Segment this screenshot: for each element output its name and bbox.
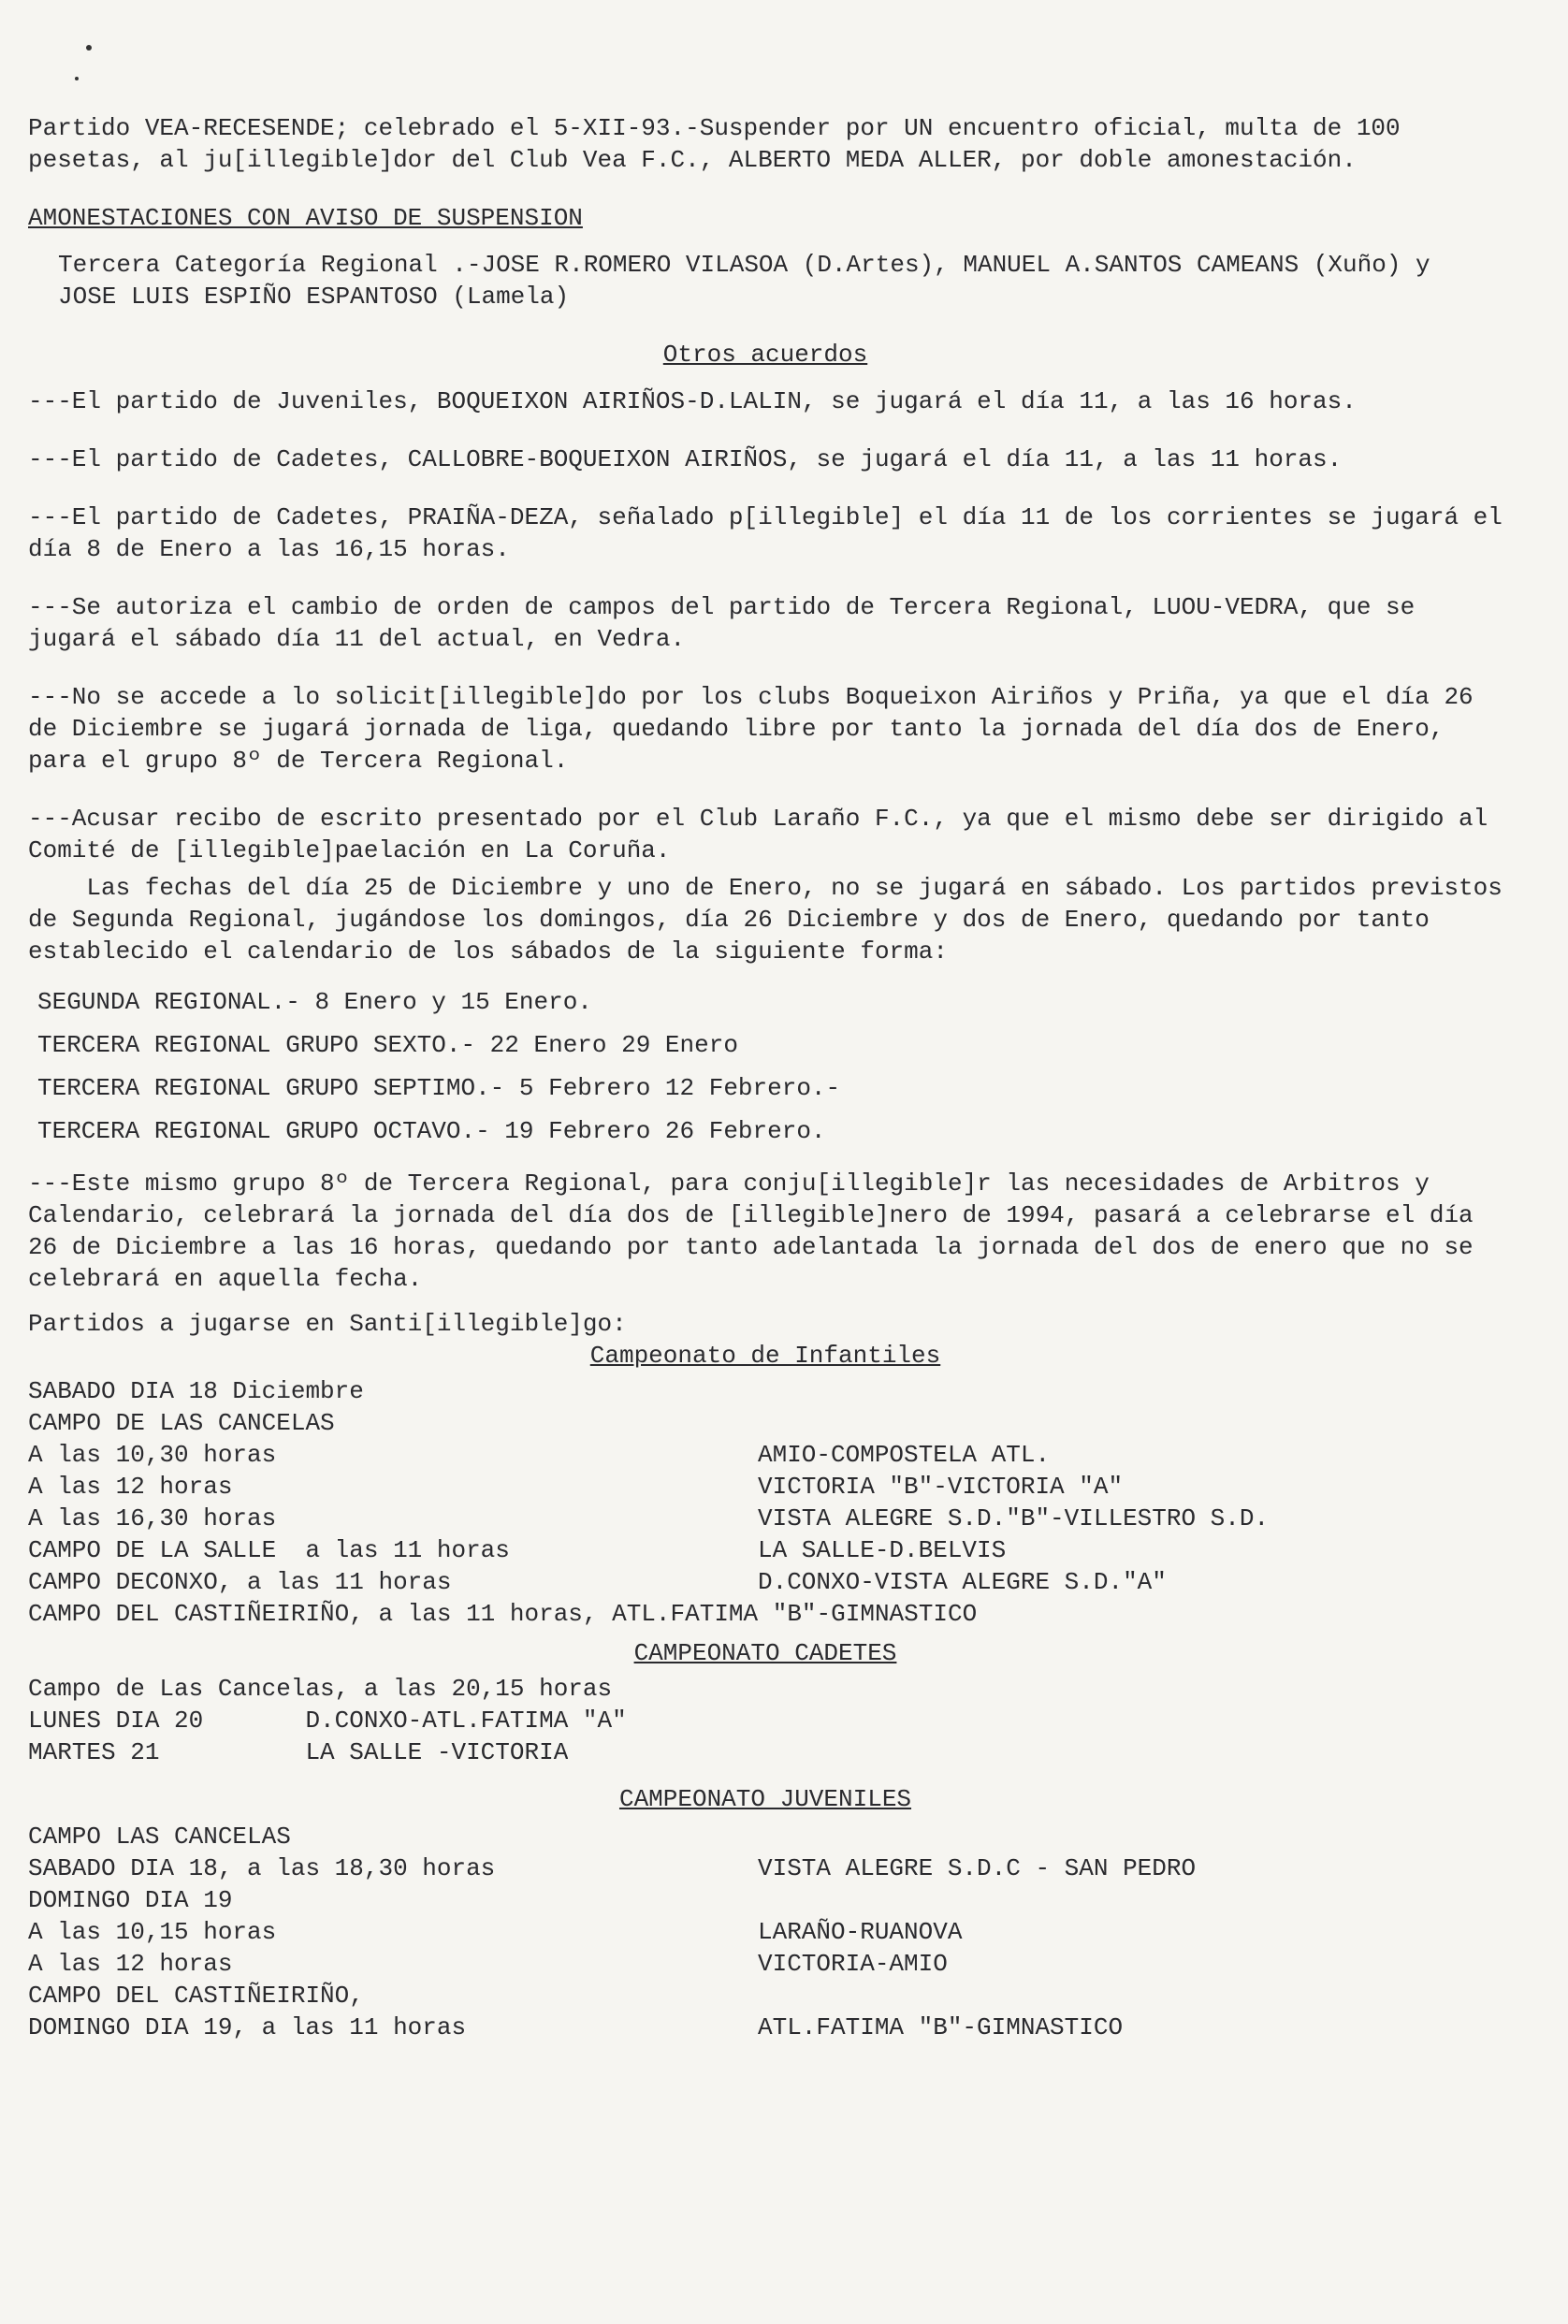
cell-left: A las 12 horas [28,1473,233,1501]
table-row [28,1375,1503,1407]
table-row [28,1821,1503,1852]
cell-left: A las 16,30 horas [28,1504,277,1532]
heading-cadetes: CAMPEONATO CADETES [633,1639,897,1667]
cell-right [758,1375,1503,1407]
table-row [28,1471,1503,1503]
paragraph-partidos-santiago: Partidos a jugarse en Santi[illegible]go: [28,1310,627,1338]
paragraph-fechas: Las fechas del día 25 de Diciembre y uno de Enero, no se jugará en sábado. Los partidos previstos de Segunda Regional, jugándose los domingos, día 26 Diciembre y dos de Enero, quedando por tanto establecido el calendario de los sábados de la siguiente forma: [28,874,1517,966]
cell-right [977,1598,1503,1630]
cell-left: CAMPO LAS CANCELAS [28,1823,291,1851]
table-row [28,1439,1503,1471]
heading-juveniles: CAMPEONATO JUVENILES [618,1785,912,1813]
cell-right [758,1884,1503,1916]
table-row [28,1948,1503,1980]
cell-left: DOMINGO DIA 19 [28,1886,233,1914]
paragraph-acuerdo-2: ---El partido de Cadetes, CALLOBRE-BOQUEIXON AIRIÑOS, se jugará el día 11, a las 11 horas. [28,445,1343,473]
punch-mark [75,77,79,80]
table-row [28,1673,1503,1705]
table-row [28,1852,1503,1884]
paragraph-acuerdo-3: ---El partido de Cadetes, PRAIÑA-DEZA, señalado p[illegible] el día 11 de los corrientes se jugará el día 8 de Enero a las 16,15 horas. [28,503,1517,563]
cell-left: SABADO DIA 18, a las 18,30 horas [28,1854,496,1882]
cell-left: CAMPO DE LA SALLE a las 11 horas [28,1536,510,1564]
cell-left: SABADO DIA 18 Diciembre [28,1377,364,1405]
cell-right [627,1705,1503,1736]
cell-right: VISTA ALEGRE S.D.C - SAN PEDRO [758,1854,1197,1882]
paragraph-suspension: Partido VEA-RECESENDE; celebrado el 5-XII-93.-Suspender por UN encuentro oficial, multa de 100 pesetas, al ju[illegible]dor del Club Vea F.C., ALBERTO MEDA ALLER, por doble amonestación. [28,114,1416,174]
paragraph-amonestaciones: Tercera Categoría Regional .-JOSE R.ROMERO VILASOA (D.Artes), MANUEL A.SANTOS CAMEANS (Xuño) y JOSE LUIS ESPIÑO ESPANTOSO (Lamela) [58,251,1445,311]
table-row [28,1503,1503,1534]
paragraph-grupo-8: ---Este mismo grupo 8º de Tercera Regional, para conju[illegible]r las necesidades de Arbitros y Calendario, celebrará la jornada del día dos de [illegible]nero de 1994, pasará a celebrarse el día 26 de Diciembre a las 16 horas, quedando por tanto adelantada la jornada del dos de enero que no se celebrará en aquella fecha. [28,1169,1488,1293]
cell-right: VISTA ALEGRE S.D."B"-VILLESTRO S.D. [758,1504,1270,1532]
cell-right [568,1736,1503,1768]
heading-otros-acuerdos: Otros acuerdos [662,341,868,369]
cell-right [612,1673,1503,1705]
table-row [28,1916,1503,1948]
cell-left: CAMPO DECONXO, a las 11 horas [28,1568,452,1596]
cell-right: ATL.FATIMA "B"-GIMNASTICO [758,2013,1124,2041]
table-row [28,2012,1503,2043]
cell-left: CAMPO DEL CASTIÑEIRIÑO, [28,1982,364,2010]
table-row [28,1407,1503,1439]
cell-right: LARAÑO-RUANOVA [758,1918,963,1946]
table-row [28,1884,1503,1916]
cell-left: Campo de Las Cancelas, a las 20,15 horas [28,1675,613,1703]
juveniles-table [28,1821,1503,2043]
cell-left: CAMPO DE LAS CANCELAS [28,1409,335,1437]
cell-left: DOMINGO DIA 19, a las 11 horas [28,2013,467,2041]
cell-right: D.CONXO-VISTA ALEGRE S.D."A" [758,1568,1167,1596]
cadetes-table [28,1673,1503,1768]
paragraph-acuerdo-4: ---Se autoriza el cambio de orden de campos del partido de Tercera Regional, LUOU-VEDRA, que se jugará el sábado día 11 del actual, en Vedra. [28,593,1430,653]
schedule-segunda: SEGUNDA REGIONAL.- 8 Enero y 15 Enero. [37,988,592,1016]
cell-right: VICTORIA "B"-VICTORIA "A" [758,1473,1124,1501]
cell-left: CAMPO DEL CASTIÑEIRIÑO, a las 11 horas, ATL.FATIMA "B"-GIMNASTICO [28,1600,978,1628]
cell-right [758,1821,1503,1852]
cell-right [758,1980,1503,2012]
table-row [28,1705,1503,1736]
schedule-septimo: TERCERA REGIONAL GRUPO SEPTIMO.- 5 Febrero 12 Febrero.- [37,1074,841,1102]
infantiles-table [28,1375,1503,1630]
punch-mark [86,45,92,51]
cell-left: LUNES DIA 20 D.CONXO-ATL.FATIMA "A" [28,1707,627,1735]
heading-amonestaciones: AMONESTACIONES CON AVISO DE SUSPENSION [28,204,583,232]
schedule-octavo: TERCERA REGIONAL GRUPO OCTAVO.- 19 Febrero 26 Febrero. [37,1117,826,1145]
cell-right: VICTORIA-AMIO [758,1950,948,1978]
paragraph-acuerdo-6: ---Acusar recibo de escrito presentado por el Club Laraño F.C., ya que el mismo debe ser dirigido al Comité de [illegible]paelación en La Coruña. [28,805,1503,864]
table-row [28,1534,1503,1566]
table-row [28,1598,1503,1630]
heading-infantiles: Campeonato de Infantiles [589,1342,941,1370]
cell-left: MARTES 21 LA SALLE -VICTORIA [28,1738,569,1766]
paragraph-acuerdo-1: ---El partido de Juveniles, BOQUEIXON AIRIÑOS-D.LALIN, se jugará el día 11, a las 16 horas. [28,387,1357,415]
schedule-sexto: TERCERA REGIONAL GRUPO SEXTO.- 22 Enero 29 Enero [37,1031,738,1059]
table-row [28,1566,1503,1598]
cell-left: A las 12 horas [28,1950,233,1978]
paragraph-acuerdo-5: ---No se accede a lo solicit[illegible]do por los clubs Boqueixon Airiños y Priña, ya que el día 26 de Diciembre se jugará jornada de liga, quedando libre por tanto la jornada del día dos de Enero, para el grupo 8º de Tercera Regional. [28,683,1488,775]
cell-right [758,1407,1503,1439]
cell-left: A las 10,15 horas [28,1918,277,1946]
cell-right: LA SALLE-D.BELVIS [758,1536,1007,1564]
fixtures-section [28,1340,1503,2043]
table-row [28,1736,1503,1768]
cell-left: A las 10,30 horas [28,1441,277,1469]
cell-right: AMIO-COMPOSTELA ATL. [758,1441,1051,1469]
table-row [28,1980,1503,2012]
